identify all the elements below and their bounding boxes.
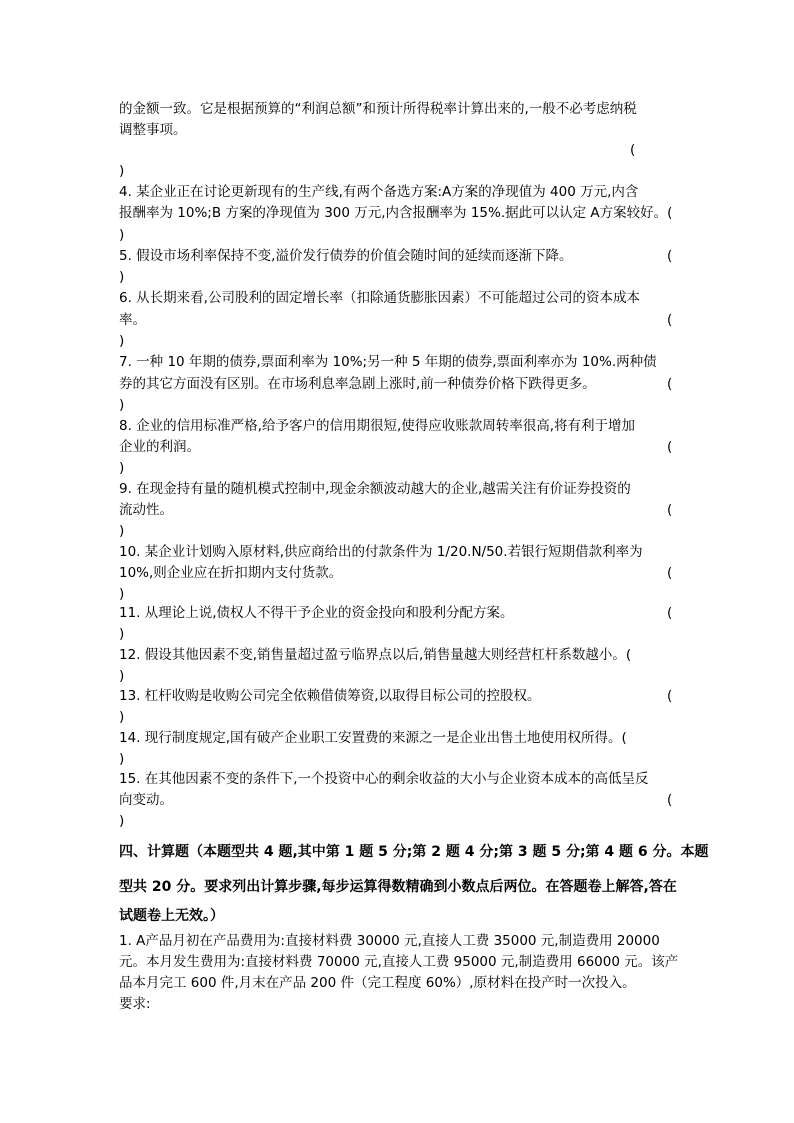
- answer-paren-open: (: [667, 439, 673, 455]
- answer-paren-close: ): [119, 586, 125, 602]
- question-line: 9. 在现金持有量的随机模式控制中,现金余额波动越大的企业,越需关注有价证券投资的: [119, 481, 631, 497]
- answer-paren-close: ): [119, 751, 125, 767]
- answer-paren-open: (: [667, 565, 673, 581]
- section-heading-line: 型共 20 分。要求列出计算步骤,每步运算得数精确到小数点后两位。在答题卷上解答,答在: [119, 879, 677, 895]
- answer-paren-open: (: [667, 376, 673, 392]
- question-line: 15. 在其他因素不变的条件下,一个投资中心的剩余收益的大小与企业资本成本的高低呈反: [119, 771, 649, 787]
- answer-paren-open: (: [667, 792, 673, 808]
- question-line: 5. 假设市场利率保持不变,溢价发行债券的价值会随时间的延续而逐渐下降。: [119, 248, 573, 264]
- answer-paren-open: (: [667, 688, 673, 704]
- question-line: 券的其它方面没有区别。在市场利息率急剧上涨时,前一种债券价格下跌得更多。: [119, 376, 596, 392]
- answer-paren-open: (: [667, 312, 673, 328]
- section-heading-line: 四、计算题（本题型共 4 题,其中第 1 题 5 分;第 2 题 4 分;第 3 题 5 分;第 4 题 6 分。本题: [119, 844, 709, 860]
- question-line: 11. 从理论上说,债权人不得干予企业的资金投向和股利分配方案。: [119, 605, 514, 621]
- answer-paren-close: ): [119, 227, 125, 243]
- question-line: 率。: [119, 312, 146, 328]
- answer-paren-close: ): [119, 397, 125, 413]
- question-line: 7. 一种 10 年期的债券,票面利率为 10%;另一种 5 年期的债券,票面利率亦为 10%.两种债: [119, 354, 657, 370]
- answer-paren-open: (: [667, 502, 673, 518]
- answer-paren-open: (: [667, 605, 673, 621]
- answer-paren-close: ): [119, 460, 125, 476]
- question-line: 6. 从长期来看,公司股利的固定增长率（扣除通货膨胀因素）不可能超过公司的资本成本: [119, 290, 640, 306]
- problem-line: 要求:: [119, 996, 151, 1012]
- question-line: 14. 现行制度规定,国有破产企业职工安置费的来源之一是企业出售土地使用权所得。(: [119, 730, 627, 746]
- problem-line: 品本月完工 600 件,月末在产品 200 件（完工程度 60%）,原材料在投产时一次投入。: [119, 975, 636, 991]
- answer-paren-close: ): [119, 163, 125, 179]
- question-line: 向变动。: [119, 792, 173, 808]
- answer-paren-close: ): [119, 523, 125, 539]
- question-line: 调整事项。: [119, 122, 187, 138]
- answer-paren-close: ): [119, 626, 125, 642]
- answer-paren-close: ): [119, 269, 125, 285]
- answer-paren-close: ): [119, 813, 125, 829]
- answer-paren-open: (: [630, 142, 636, 158]
- answer-paren-close: ): [119, 709, 125, 725]
- question-line: 的金额一致。它是根据预算的“利润总额”和预计所得税率计算出来的,一般不必考虑纳税: [119, 101, 637, 117]
- question-line: 流动性。: [119, 502, 173, 518]
- answer-paren-open: (: [667, 248, 673, 264]
- question-line: 10%,则企业应在折扣期内支付货款。: [119, 565, 343, 581]
- answer-paren-close: ): [119, 668, 125, 684]
- problem-line: 1. A产品月初在产品费用为:直接材料费 30000 元,直接人工费 35000 元,制造费用 20000: [119, 933, 660, 949]
- section-heading-line: 试题卷上无效。）: [119, 908, 224, 924]
- question-line: 13. 杠杆收购是收购公司完全依赖借债筹资,以取得目标公司的控股权。: [119, 688, 541, 704]
- question-line: 8. 企业的信用标准严格,给予客户的信用期很短,使得应收账款周转率很高,将有利于增加: [119, 418, 636, 434]
- question-line: 10. 某企业计划购入原材料,供应商给出的付款条件为 1/20.N/50.若银行短期借款利率为: [119, 544, 643, 560]
- question-line: 企业的利润。: [119, 439, 200, 455]
- question-line: 4. 某企业正在讨论更新现有的生产线,有两个备选方案:A方案的净现值为 400 万元,内含: [119, 184, 639, 200]
- answer-paren-close: ): [119, 333, 125, 349]
- question-line: 报酬率为 10%;B 方案的净现值为 300 万元,内含报酬率为 15%.据此可以认定 A方案较好。(: [119, 205, 673, 221]
- question-line: 12. 假设其他因素不变,销售量超过盈亏临界点以后,销售量越大则经营杠杆系数越小。(: [119, 647, 632, 663]
- problem-line: 元。本月发生费用为:直接材料费 70000 元,直接人工费 95000 元,制造费用 66000 元。该产: [119, 954, 679, 970]
